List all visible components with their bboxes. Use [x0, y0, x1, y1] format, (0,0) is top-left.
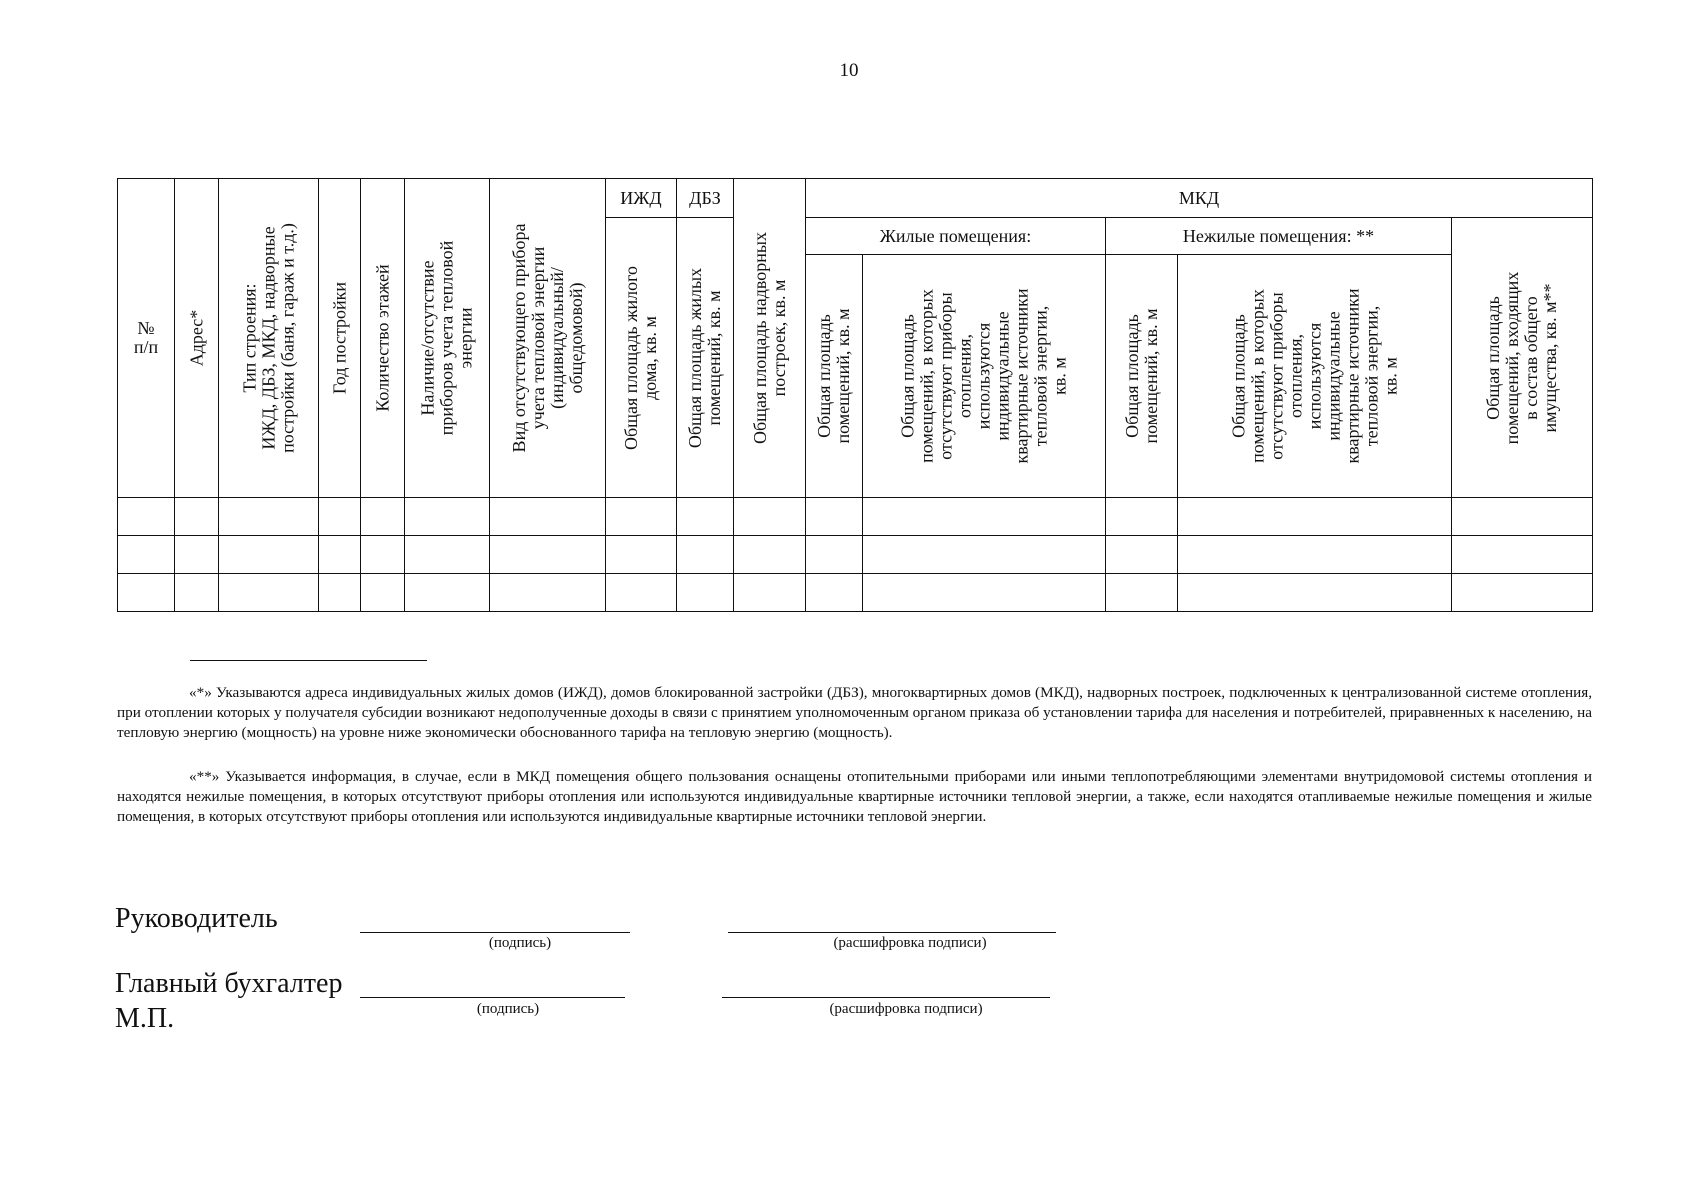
header-year-built: Год постройки [319, 179, 361, 498]
accountant-signature-line[interactable] [360, 997, 625, 998]
table-cell[interactable] [219, 536, 319, 574]
table-cell[interactable] [1178, 536, 1452, 574]
table-cell[interactable] [361, 536, 405, 574]
header-common-property-area: Общая площадь помещений, входящих в состав общего имущества, кв. м** [1452, 218, 1593, 498]
table-cell[interactable] [1106, 498, 1178, 536]
table-cell[interactable] [1106, 574, 1178, 612]
header-residential-no-heating: Общая площадь помещений, в которых отсутствуют приборы отопления, используются индивидуальные квартирные источники тепловой энергии, кв. м [863, 255, 1106, 498]
table-cell[interactable] [677, 498, 734, 536]
header-residential-area: Общая площадь помещений, кв. м [806, 255, 863, 498]
table-cell[interactable] [1106, 536, 1178, 574]
seal-label: М.П. [115, 1003, 175, 1034]
header-meters-presence: Наличие/отсутствие приборов учета тепловой энергии [405, 179, 490, 498]
header-nonresidential-area: Общая площадь помещений, кв. м [1106, 255, 1178, 498]
table-cell[interactable] [806, 574, 863, 612]
table-cell[interactable] [175, 498, 219, 536]
table-cell[interactable] [806, 498, 863, 536]
table-cell[interactable] [606, 574, 677, 612]
footnote-2: «**» Указывается информация, в случае, если в МКД помещения общего пользования оснащены отопительными приборами или иными теплопотребляющими элементами внутридомовой системы отопления и находятся нежилые помещения, в которых отсутствуют приборы отопления или используются индивидуальные квартирные источники тепловой энергии, а также, если находятся отапливаемые нежилые помещения и жилые помещения, в которых отсутствуют приборы отопления или используются индивидуальные квартирные источники тепловой энергии. [117, 768, 1592, 825]
table-cell[interactable] [319, 498, 361, 536]
table-cell[interactable] [118, 574, 175, 612]
table-cell[interactable] [863, 574, 1106, 612]
page-number: 10 [839, 60, 859, 81]
table-cell[interactable] [118, 536, 175, 574]
table-cell[interactable] [405, 498, 490, 536]
table-cell[interactable] [319, 536, 361, 574]
table-cell[interactable] [490, 536, 606, 574]
header-floors: Количество этажей [361, 179, 405, 498]
header-mkd: МКД [806, 179, 1593, 218]
table-row [118, 536, 1593, 574]
table-cell[interactable] [1178, 574, 1452, 612]
table-cell[interactable] [490, 574, 606, 612]
table-cell[interactable] [490, 498, 606, 536]
accountant-label: Главный бухгалтер [115, 968, 343, 999]
header-address: Адрес* [175, 179, 219, 498]
subsidy-buildings-table [117, 178, 1593, 612]
table-cell[interactable] [175, 574, 219, 612]
accountant-decoding-line[interactable] [722, 997, 1050, 998]
table-cell[interactable] [806, 536, 863, 574]
table-cell[interactable] [219, 498, 319, 536]
table-cell[interactable] [734, 574, 806, 612]
header-dbz-area: Общая площадь жилых помещений, кв. м [677, 218, 734, 498]
table-cell[interactable] [1452, 536, 1593, 574]
footnote-divider [190, 660, 427, 661]
table-cell[interactable] [361, 574, 405, 612]
table-cell[interactable] [1452, 574, 1593, 612]
header-building-type: Тип строения: ИЖД, ДБЗ, МКД, надворные постройки (баня, гараж и т.д.) [219, 179, 319, 498]
table-row [118, 574, 1593, 612]
table-cell[interactable] [361, 498, 405, 536]
table-cell[interactable] [405, 536, 490, 574]
table-cell[interactable] [606, 498, 677, 536]
table-cell[interactable] [606, 536, 677, 574]
table-cell[interactable] [219, 574, 319, 612]
table-cell[interactable] [677, 574, 734, 612]
table-cell[interactable] [734, 536, 806, 574]
head-label: Руководитель [115, 903, 278, 934]
table-cell[interactable] [863, 498, 1106, 536]
header-nonresidential-no-heating: Общая площадь помещений, в которых отсутствуют приборы отопления, используются индивидуальные квартирные источники тепловой энергии, кв. м [1178, 255, 1452, 498]
header-dbz: ДБЗ [677, 179, 734, 218]
accountant-decoding-caption: (расшифровка подписи) [829, 1001, 983, 1017]
head-signature-caption: (подпись) [488, 935, 552, 951]
table-cell[interactable] [863, 536, 1106, 574]
table-cell[interactable] [1178, 498, 1452, 536]
table-cell[interactable] [1452, 498, 1593, 536]
header-izhd: ИЖД [606, 179, 677, 218]
table-cell[interactable] [319, 574, 361, 612]
header-residential: Жилые помещения: [806, 218, 1106, 255]
table-cell[interactable] [405, 574, 490, 612]
table-cell[interactable] [175, 536, 219, 574]
table-cell[interactable] [118, 498, 175, 536]
header-outbuildings-area: Общая площадь надворных построек, кв. м [734, 179, 806, 498]
head-decoding-caption: (расшифровка подписи) [833, 935, 987, 951]
accountant-signature-caption: (подпись) [476, 1001, 540, 1017]
head-signature-line[interactable] [360, 932, 630, 933]
header-number: № п/п [118, 179, 175, 498]
header-izhd-area: Общая площадь жилого дома, кв. м [606, 218, 677, 498]
head-decoding-line[interactable] [728, 932, 1056, 933]
table-cell[interactable] [734, 498, 806, 536]
header-nonresidential: Нежилые помещения: ** [1106, 218, 1452, 255]
table-row [118, 498, 1593, 536]
header-missing-meter-type: Вид отсутствующего прибора учета тепловой энергии (индивидуальный/ общедомовой) [490, 179, 606, 498]
footnote-1: «*» Указываются адреса индивидуальных жилых домов (ИЖД), домов блокированной застройки (ДБЗ), многоквартирных домов (МКД), надворных построек, подключенных к централизованной системе отопления, при отоплении которых у получателя субсидии возникают недополученные доходы в связи с принятием уполномоченным органом приказа об установлении тарифа для населения и потребителей, приравненных к населению, на тепловую энергию (мощность) на уровне ниже экономически обоснованного тарифа на тепловую энергию (мощность). [117, 684, 1592, 741]
table-cell[interactable] [677, 536, 734, 574]
